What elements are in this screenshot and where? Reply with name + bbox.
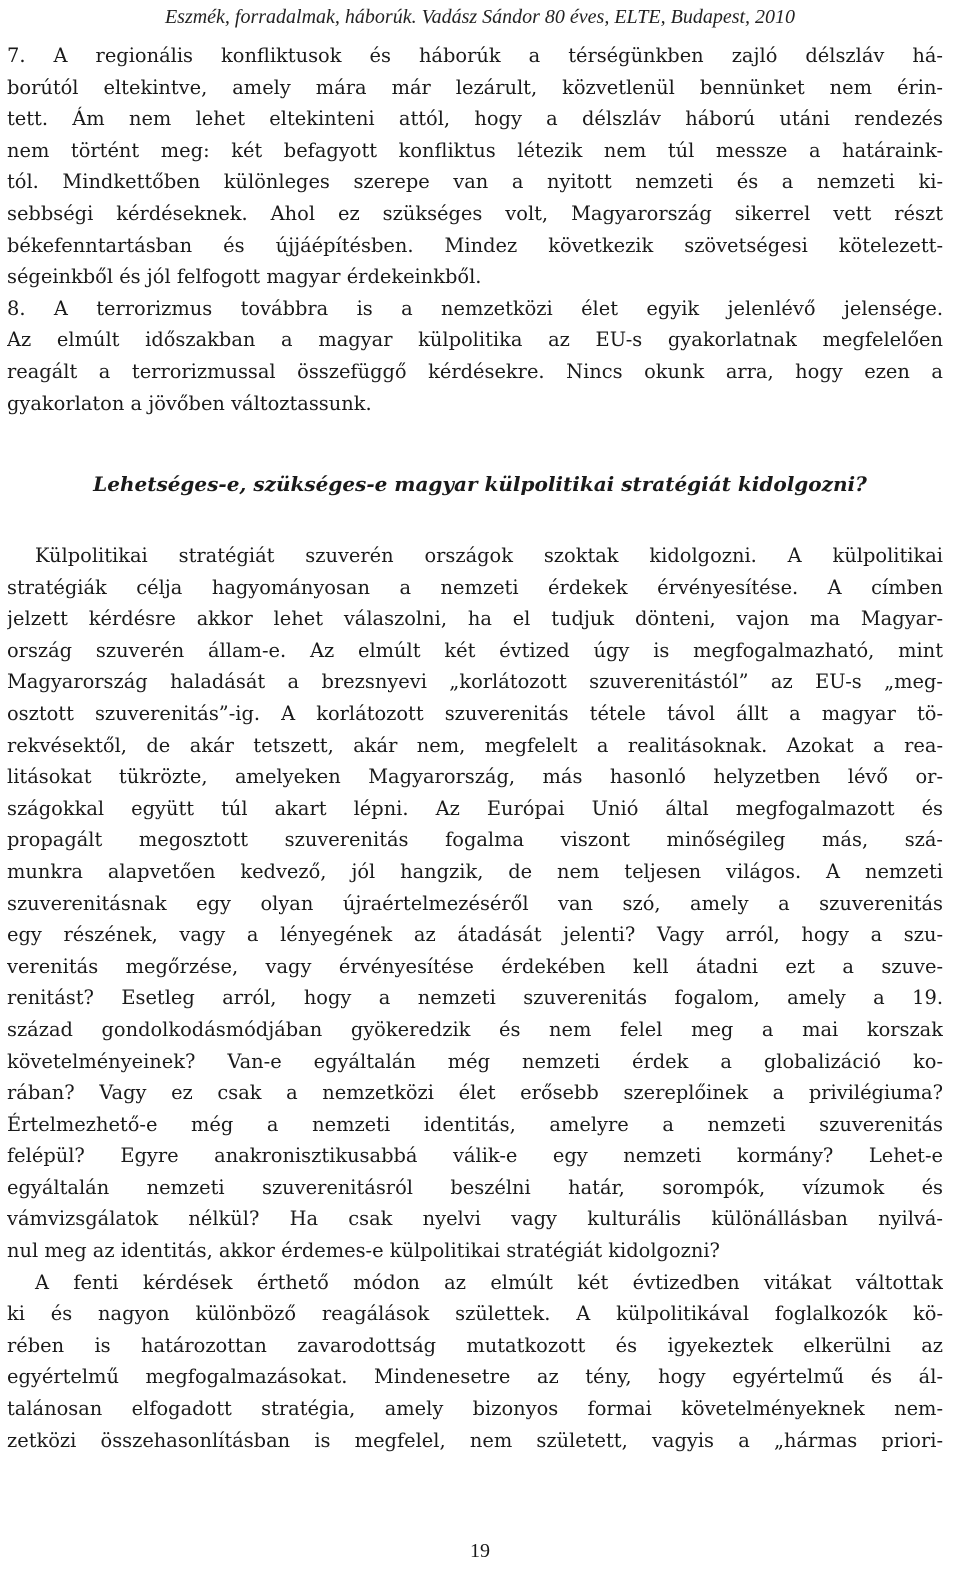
text-line: 7. A regionális konfliktusok és háborúk a térségünkben zajló délszláv há- [7, 44, 943, 67]
text-line: reagált a terrorizmussal összefüggő kérdésekre. Nincs okunk arra, hogy ezen a [7, 359, 943, 383]
text-line: békefenntartásban és újjáépítésben. Mindez következik szövetségesi kötelezett- [7, 233, 943, 257]
text-line: verenitás megőrzése, vagy érvényesítése érdekében kell átadni ezt a szuve- [7, 954, 943, 978]
text-line: ségeinkből és jól felfogott magyar érdekeinkből. [7, 265, 482, 289]
text-line: jelzett kérdésre akkor lehet válaszolni, ha el tudjuk dönteni, vajon ma Magyar- [7, 607, 943, 631]
text-line: propagált megosztott szuverenitás fogalma viszont minőségileg más, szá- [7, 828, 943, 852]
text-line: munkra alapvetően kedvező, jól hangzik, de nem teljesen világos. A nemzeti [7, 859, 943, 883]
text-line: 8. A terrorizmus továbbra is a nemzetközi élet egyik jelenlévő jelensége. [7, 296, 943, 320]
text-line: rekvésektől, de akár tetszett, akár nem, megfelelt a realitásoknak. Azokat a rea- [7, 733, 943, 757]
section-heading: Lehetséges-e, szükséges-e magyar külpolitikai stratégiát kidolgozni? [93, 472, 867, 496]
text-line: rában? Vagy ez csak a nemzetközi élet erősebb szereplőinek a privilégiuma? [7, 1081, 943, 1105]
text-line: egy részének, vagy a lényegének az átadását jelenti? Vagy arról, hogy a szu- [7, 923, 943, 947]
page-number: 19 [470, 1540, 490, 1562]
text-line: vámvizsgálatok nélkül? Ha csak nyelvi vagy kulturális különállásban nyilvá- [7, 1207, 943, 1231]
text-line: szágokkal együtt túl akart lépni. Az Európai Unió által megfogalmazott és [7, 796, 943, 820]
text-line: osztott szuverenitás”-ig. A korlátozott szuverenitás tétele távol állt a magyar tö- [7, 701, 943, 725]
text-line: egyértelmű megfogalmazásokat. Mindenesetre az tény, hogy egyértelmű és ál- [7, 1365, 943, 1389]
text-line: egyáltalán nemzeti szuverenitásról beszélni határ, sorompók, vízumok és [7, 1175, 943, 1199]
text-line: ország szuverén állam-e. Az elmúlt két évtized úgy is megfogalmazható, mint [7, 638, 943, 662]
text-line: tett. Ám nem lehet eltekinteni attól, hogy a délszláv háború utáni rendezés [7, 107, 943, 131]
text-line: borútól eltekintve, amely mára már lezárult, közvetlenül bennünket nem érin- [7, 75, 943, 99]
text-line: Külpolitikai stratégiát szuverén országok szoktak kidolgozni. A külpolitikai [35, 544, 943, 567]
text-line: követelményeinek? Van-e egyáltalán még nemzeti érdek a globalizáció ko- [7, 1049, 943, 1073]
text-line: stratégiák célja hagyományosan a nemzeti érdekek érvényesítése. A címben [7, 575, 943, 599]
text-line: renitást? Esetleg arról, hogy a nemzeti szuverenitás fogalom, amely a 19. [7, 986, 943, 1010]
text-line: talánosan elfogadott stratégia, amely bizonyos formai követelményeknek nem- [7, 1397, 943, 1421]
text-line: tól. Mindkettőben különleges szerepe van a nyitott nemzeti és a nemzeti ki- [7, 170, 943, 194]
text-line: rében is határozottan zavarodottság mutatkozott és igyekeztek elkerülni az [7, 1333, 943, 1357]
text-line: nul meg az identitás, akkor érdemes-e külpolitikai stratégiát kidolgozni? [7, 1239, 720, 1263]
text-line: litásokat tükrözte, amelyeken Magyarország, más hasonló helyzetben lévő or- [7, 765, 943, 789]
text-line: Értelmezhető-e még a nemzeti identitás, amelyre a nemzeti szuverenitás [7, 1112, 943, 1136]
text-line: sebbségi kérdéseknek. Ahol ez szükséges volt, Magyarország sikerrel vett részt [7, 201, 943, 225]
paragraph-block-2 [7, 540, 943, 1456]
text-line: század gondolkodásmódjában gyökeredzik és nem felel meg a mai korszak [7, 1017, 943, 1041]
running-header: Eszmék, forradalmak, háborúk. Vadász Sándor 80 éves, ELTE, Budapest, 2010 [164, 6, 796, 28]
text-line: ki és nagyon különböző reagálások születtek. A külpolitikával foglalkozók kö- [7, 1302, 943, 1326]
text-line: felépül? Egyre anakronisztikusabbá válik-e egy nemzeti kormány? Lehet-e [7, 1144, 943, 1168]
text-line: gyakorlaton a jövőben változtassunk. [7, 391, 372, 415]
text-line: szuverenitásnak egy olyan újraértelmezéséről van szó, amely a szuverenitás [7, 891, 943, 915]
text-line: nem történt meg: két befagyott konfliktus létezik nem túl messze a határaink- [7, 138, 943, 162]
text-line: Magyarország haladását a brezsnyevi „korlátozott szuverenitástól” az EU-s „meg- [7, 670, 943, 694]
paragraph-block-1 [7, 40, 943, 419]
text-line: zetközi összehasonlításban is megfelel, nem született, vagyis a „hármas priori- [7, 1428, 943, 1452]
text-line: A fenti kérdések érthető módon az elmúlt két évtizedben vitákat váltottak [35, 1270, 943, 1294]
text-line: Az elmúlt időszakban a magyar külpolitika az EU-s gyakorlatnak megfelelően [7, 328, 943, 352]
